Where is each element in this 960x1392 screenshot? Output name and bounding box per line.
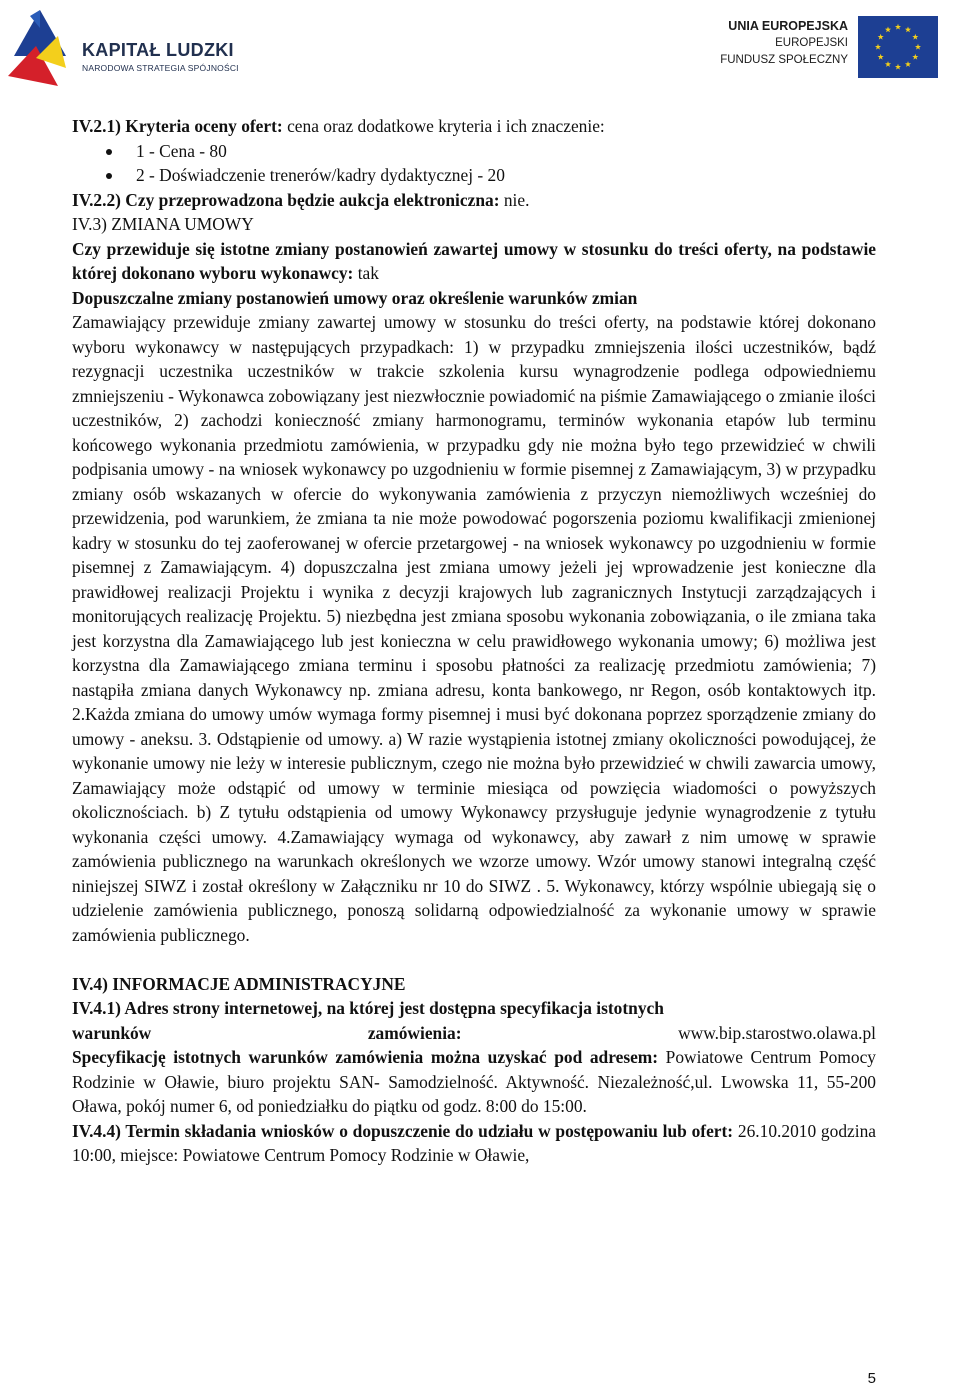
section-iv4-title: IV.4) INFORMACJE ADMINISTRACYJNE (72, 973, 406, 994)
section-iv3-title: IV.3) ZMIANA UMOWY (72, 214, 254, 234)
kapital-ludzki-logo (6, 6, 276, 90)
kapital-ludzki-emblem-icon (6, 6, 76, 90)
section-iv3-question-heading: Czy przewiduje się istotne zmiany postanowień zawartej umowy w stosunku do treści oferty, na podstawie której dokonano wyboru wykonawcy: (72, 238, 876, 283)
section-iv44-text: 26.10.2010 godzina 10:00, miejsce: Powiatowe Centrum Pomocy Rodzinie w Oławie, (72, 1120, 876, 1165)
eu-line-3: FUNDUSZ SPOŁECZNY (720, 54, 848, 66)
list-item: 2 - Doświadczenie trenerów/kadry dydaktycznej - 20 (72, 163, 876, 188)
section-iv21 (72, 114, 876, 139)
criteria-list (72, 139, 876, 188)
eu-fund-text (720, 18, 848, 69)
section-iv3-allowed-heading: Dopuszczalne zmiany postanowień umowy oraz określenie warunków zmian (72, 287, 638, 308)
list-item: 1 - Cena - 80 (72, 139, 876, 164)
section-iv3-question-answer: tak (353, 263, 379, 283)
kapital-ludzki-subtitle: NARODOWA STRATEGIA SPÓJNOŚCI (82, 63, 239, 73)
section-iv41-word1: warunków (72, 1022, 152, 1043)
section-iv21-text: cena oraz dodatkowe kryteria i ich znaczenie: (282, 116, 605, 136)
section-iv3-question (72, 237, 876, 286)
page-number: 5 (867, 1370, 876, 1387)
kapital-ludzki-name: KAPITAŁ LUDZKI (82, 40, 234, 60)
section-iv22 (72, 188, 876, 213)
spec-address-text: Powiatowe Centrum Pomocy Rodzinie w Oławie, biuro projektu SAN- Samodzielność. Aktywność. Niezależność,ul. Lwowska 11, 55-200 Oława, pokój numer 6, od poniedziałku do piątku od godz. 8:00 do 15:00. (72, 1047, 876, 1116)
section-iv44 (72, 1119, 876, 1168)
page-header (0, 0, 960, 100)
eu-line-2: EUROPEJSKI (775, 37, 848, 49)
spec-address (72, 1045, 876, 1119)
section-iv41-word2: zamówienia: (367, 1022, 462, 1043)
section-iv22-text: nie. (499, 189, 530, 210)
document-body (72, 114, 876, 1168)
spec-address-heading: Specyfikację istotnych warunków zamówienia można uzyskać pod adresem: (72, 1047, 659, 1067)
section-iv22-heading: IV.2.2) Czy przeprowadzona będzie aukcja elektroniczna: (72, 189, 500, 210)
eu-flag-icon (858, 16, 938, 78)
section-iv41-url: www.bip.starostwo.olawa.pl (678, 1022, 876, 1043)
section-iv41-line2 (72, 1021, 876, 1046)
section-iv41-heading-line1: IV.4.1) Adres strony internetowej, na której jest dostępna specyfikacja istotnych (72, 998, 664, 1018)
spacer (72, 947, 876, 972)
eu-fund-logo (718, 16, 938, 78)
section-iv44-heading: IV.4.4) Termin składania wniosków o dopuszczenie do udziału w postępowaniu lub ofert: (72, 1120, 734, 1141)
section-iv3-body: Zamawiający przewiduje zmiany zawartej umowy w stosunku do treści oferty, na podstawie której dokonano wyboru wykonawcy w następujących przypadkach: 1) w przypadku zmniejszenia ilości uczestników, bądź rezygnacji uczestnika uczestników w trakcie szkolenia kursu wynagrodzenie podlega odpowiedniemu zmniejszeniu - Wykonawca zobowiązany jest niezwłocznie powiadomić na piśmie Zamawiającego o zmianie ilości uczestników, 2) zachodzi konieczność zmiany harmonogramu, terminów wykonania etapów lub terminu końcowego wykonania przedmiotu zamówienia, w przypadku gdy nie można było tego przewidzieć w chwili podpisania umowy - na wniosek wykonawcy po uzgodnieniu w formie pisemnej z Zamawiającym, 3) w przypadku zmiany osób wskazanych w ofercie do wykonywania zamówienia z przyczyn niemożliwych wcześniej do przewidzenia, pod warunkiem, że zmiana ta nie może powodować pogorszenia poziomu kwalifikacji zmienionej kadry w stosunku do tej zaoferowanej w ofercie przetargowej - na wniosek wykonawcy po uzgodnieniu w formie pisemnej z Zamawiającym. 4) dopuszczalna jest zmiana umowy jeżeli jej wprowadzenie jest konieczne dla prawidłowej realizacji Projektu i wynika z decyzji krajowych lub zagranicznych Instytucji zarządzających i monitorujących realizację Projektu. 5) niezbędna jest zmiana sposobu wykonania zobowiązania, o ile zmiana taka jest korzystna dla Zamawiającego lub jest konieczna w celu prawidłowego wykonania umowy; 6) możliwa jest korzystna dla Zamawiającego zmiana terminu i sposobu płatności za realizację przedmiotu zamówienia; 7) nastąpiła zmiana danych Wykonawcy np. zmiana adresu, konta bankowego, nr Regon, osób kontaktowych itp. 2.Każda zmiana do umowy umów wymaga formy pisemnej i musi być dokonana poprzez sporządzenie zmiany do umowy - aneksu. 3. Odstąpienie od umowy. a) W razie wystąpienia istotnej zmiany okoliczności powodującej, że wykonanie umowy nie leży w interesie publicznym, czego nie można było przewidzieć w chwili zawarcia umowy, Zamawiający może odstąpić od umowy w terminie miesiąca od powzięcia wiadomości o powyższych okolicznościach. b) Z tytułu odstąpienia od umowy Wykonawcy przysługuje jedynie wynagrodzenie z tytułu wykonania części umowy. 4.Zamawiający wymaga od wykonawcy, aby zawarł z nim umowę w sprawie zamówienia publicznego na warunkach określonych we wzorze umowy. Wzór umowy stanowi integralną część niniejszej SIWZ i został określony w Załączniku nr 10 do SIWZ . 5. Wykonawcy, którzy wspólnie ubiegają się o udzielenie zamówienia publicznego, ponoszą solidarną odpowiedzialność za wykonanie umowy w sprawie zamówienia publicznego. (72, 312, 876, 945)
eu-line-1: UNIA EUROPEJSKA (728, 19, 848, 33)
section-iv21-heading: IV.2.1) Kryteria oceny ofert: (72, 116, 283, 136)
